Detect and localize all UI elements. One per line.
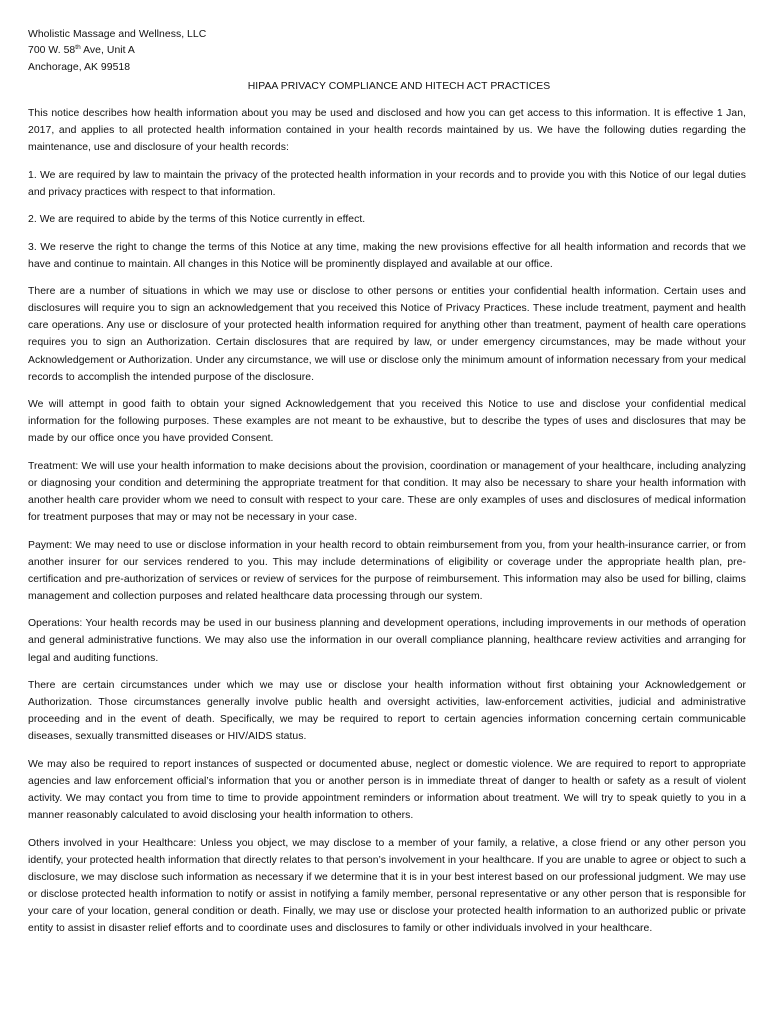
duty-2-paragraph: 2. We are required to abide by the terms of this Notice currently in effect. bbox=[28, 214, 366, 226]
business-address-block bbox=[28, 27, 746, 76]
situations-paragraph: There are a number of situations in which we may use or disclose to other persons or entities your confidential health information. Certain uses and disclosures will require you to sign an acknowledgement that you received this Notice of Privacy Practices. These include treatment, payment and health care operations. Any use or disclosure of your protected health information required for anything other than treatment, payment of health care operations requires you to sign an Authorization. Certain disclosures that are required by law, or under emergency circumstances, may be made without your Acknowledgement or Authorization. Under any circumstance, we will use or disclose only the minimum amount of information necessary from your medical records to accomplish the intended purpose of the disclosure. bbox=[28, 286, 746, 383]
street-name: Ave, Unit A bbox=[80, 45, 135, 57]
document-title: HIPAA PRIVACY COMPLIANCE AND HITECH ACT PRACTICES bbox=[247, 80, 551, 92]
street-address bbox=[28, 43, 746, 59]
intro-paragraph: This notice describes how health information about you may be used and disclosed and how you can get access to this information. It is effective 1 Jan, 2017, and applies to all protected health information contained in your health records maintained by us. We have the following duties regarding the maintenance, use and disclosure of your health records: bbox=[28, 107, 746, 154]
abuse-reporting-paragraph: We may also be required to report instances of suspected or documented abuse, neglect or domestic violence. We are required to report to appropriate agencies and law enforcement official’s information that you or another person is in immediate threat of danger to health or safety as a result of violent activity. We may contact you from time to time to provide appointment reminders or information about treatment. We will try to speak quietly to you in a manner reasonably calculated to avoid disclosing your health information to others. bbox=[28, 758, 746, 822]
business-name: Wholistic Massage and Wellness, LLC bbox=[28, 29, 207, 40]
duty-1-paragraph: 1. We are required by law to maintain the privacy of the protected health information in your records and to provide you with this Notice of our legal duties and privacy practices with respect to that information. bbox=[28, 169, 746, 198]
circumstances-paragraph: There are certain circumstances under which we may use or disclose your health information without first obtaining your Acknowledgement or Authorization. Those circumstances generally involve public health and oversight activities, law-enforcement activities, judicial and administrative proceeding and in the event of death. Specifically, we may be required to report to certain agencies information concerning certain communicable diseases, sexually transmitted diseases or HIV/AIDS status. bbox=[28, 680, 746, 743]
payment-paragraph: Payment: We may need to use or disclose information in your health record to obtain reimbursement from you, from your health-insurance carrier, or from another insurer for our services rendered to you. This may include determinations of eligibility or coverage under the appropriate health plan, pre-certification and pre-authorization of services or review of services for the purpose of reimbursement. This information may also be used for billing, claims management and collection purposes and related healthcare data processing through our system. bbox=[28, 539, 746, 602]
document-body bbox=[28, 105, 746, 937]
document-page bbox=[28, 27, 746, 937]
city-state-zip: Anchorage, AK 99518 bbox=[28, 61, 131, 73]
acknowledgement-paragraph: We will attempt in good faith to obtain your signed Acknowledgement that you received this Notice to use and disclose your confidential medical information for the following purposes. These examples are not meant to be exhaustive, but to describe the types of uses and disclosures that may be made by our office once you have provided Consent. bbox=[28, 399, 746, 445]
operations-paragraph: Operations: Your health records may be used in our business planning and development operations, including improvements in our methods of operation and general administrative functions. We may also use the information in our overall compliance planning, healthcare review activities and arranging for legal and auditing functions. bbox=[28, 618, 746, 664]
street-number: 700 W. 58 bbox=[28, 45, 76, 57]
street-ordinal-suffix: th bbox=[75, 44, 81, 52]
duty-3-paragraph: 3. We reserve the right to change the terms of this Notice at any time, making the new provisions effective for all health information and records that we have and continue to maintain. All changes in this Notice will be prominently displayed and available at our office. bbox=[28, 241, 746, 270]
treatment-paragraph: Treatment: We will use your health information to make decisions about the provision, coordination or management of your healthcare, including analyzing or diagnosing your condition and determining the appropriate treatment for that condition. It may also be necessary to share your health information with another health care provider whom we need to consult with respect to your care. These are only examples of uses and disclosures of medical information for treatment purposes that may or may not be necessary in your case. bbox=[28, 460, 746, 524]
others-involved-paragraph: Others involved in your Healthcare: Unless you object, we may disclose to a member of your family, a relative, a close friend or any other person you identify, your protected health information that directly relates to that person’s involvement in your healthcare. If you are unable to agree or object to such a disclosure, we may disclose such information as necessary if we determine that it is in your best interest based on our professional judgment. We may use or disclose protected health information to notify or assist in notifying a family member, personal representative or any other person that is responsible for your care of your location, general condition or death. Finally, we may use or disclose your protected health information to an authorized public or private entity to assist in disaster relief efforts and to coordinate uses and disclosures to family or other individuals involved in your healthcare. bbox=[28, 837, 746, 935]
